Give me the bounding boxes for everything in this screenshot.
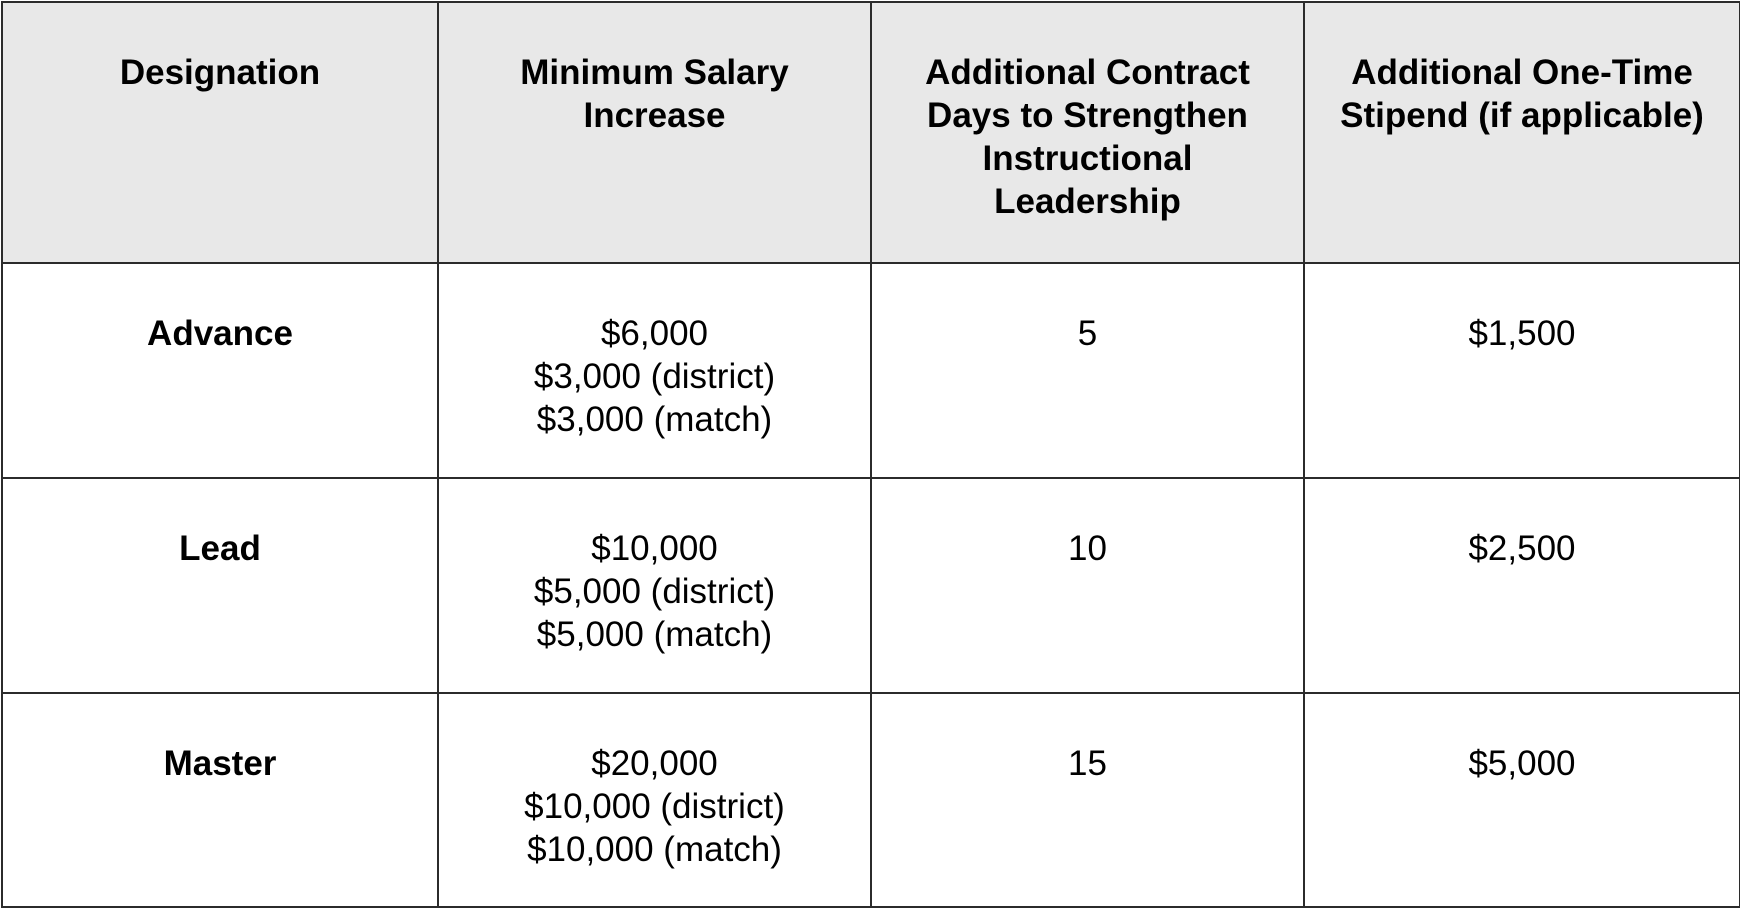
table-row (2, 478, 1740, 693)
header-minimum-salary-increase-label: Minimum Salary Increase (520, 53, 789, 135)
salary-match: $10,000 (match) (527, 830, 782, 869)
days-value: 10 (1068, 529, 1107, 568)
header-additional-contract-days-label: Additional Contract Days to Strengthen Instructional Leadership (925, 53, 1250, 221)
stipend-value: $5,000 (1468, 744, 1576, 783)
days-cell (871, 263, 1304, 478)
salary-match: $5,000 (match) (536, 615, 773, 654)
salary-total: $10,000 (591, 529, 718, 568)
stipend-cell (1304, 478, 1740, 693)
salary-district: $10,000 (district) (524, 787, 785, 826)
designation-value: Master (163, 744, 277, 783)
header-minimum-salary-increase (438, 2, 871, 263)
salary-cell (438, 263, 871, 478)
days-value: 15 (1068, 744, 1107, 783)
table-header-row (2, 2, 1740, 263)
designation-cell (2, 693, 438, 907)
table-row (2, 263, 1740, 478)
header-one-time-stipend (1304, 2, 1740, 263)
salary-district: $5,000 (district) (533, 572, 776, 611)
salary-match: $3,000 (match) (536, 400, 773, 439)
header-additional-contract-days (871, 2, 1304, 263)
stipend-value: $1,500 (1468, 314, 1576, 353)
stipend-cell (1304, 263, 1740, 478)
header-designation (2, 2, 438, 263)
table-row (2, 693, 1740, 907)
designation-cell (2, 478, 438, 693)
salary-cell (438, 693, 871, 907)
designation-cell (2, 263, 438, 478)
stipend-cell (1304, 693, 1740, 907)
designation-compensation-table (1, 1, 1740, 908)
days-value: 5 (1077, 314, 1098, 353)
salary-total: $6,000 (600, 314, 709, 353)
salary-district: $3,000 (district) (533, 357, 776, 396)
salary-total: $20,000 (591, 744, 718, 783)
designation-value: Lead (179, 529, 261, 568)
stipend-value: $2,500 (1468, 529, 1576, 568)
designation-value: Advance (147, 314, 293, 353)
header-designation-label: Designation (119, 53, 321, 92)
days-cell (871, 478, 1304, 693)
days-cell (871, 693, 1304, 907)
salary-cell (438, 478, 871, 693)
header-one-time-stipend-label: Additional One-Time Stipend (if applicable) (1340, 53, 1704, 135)
